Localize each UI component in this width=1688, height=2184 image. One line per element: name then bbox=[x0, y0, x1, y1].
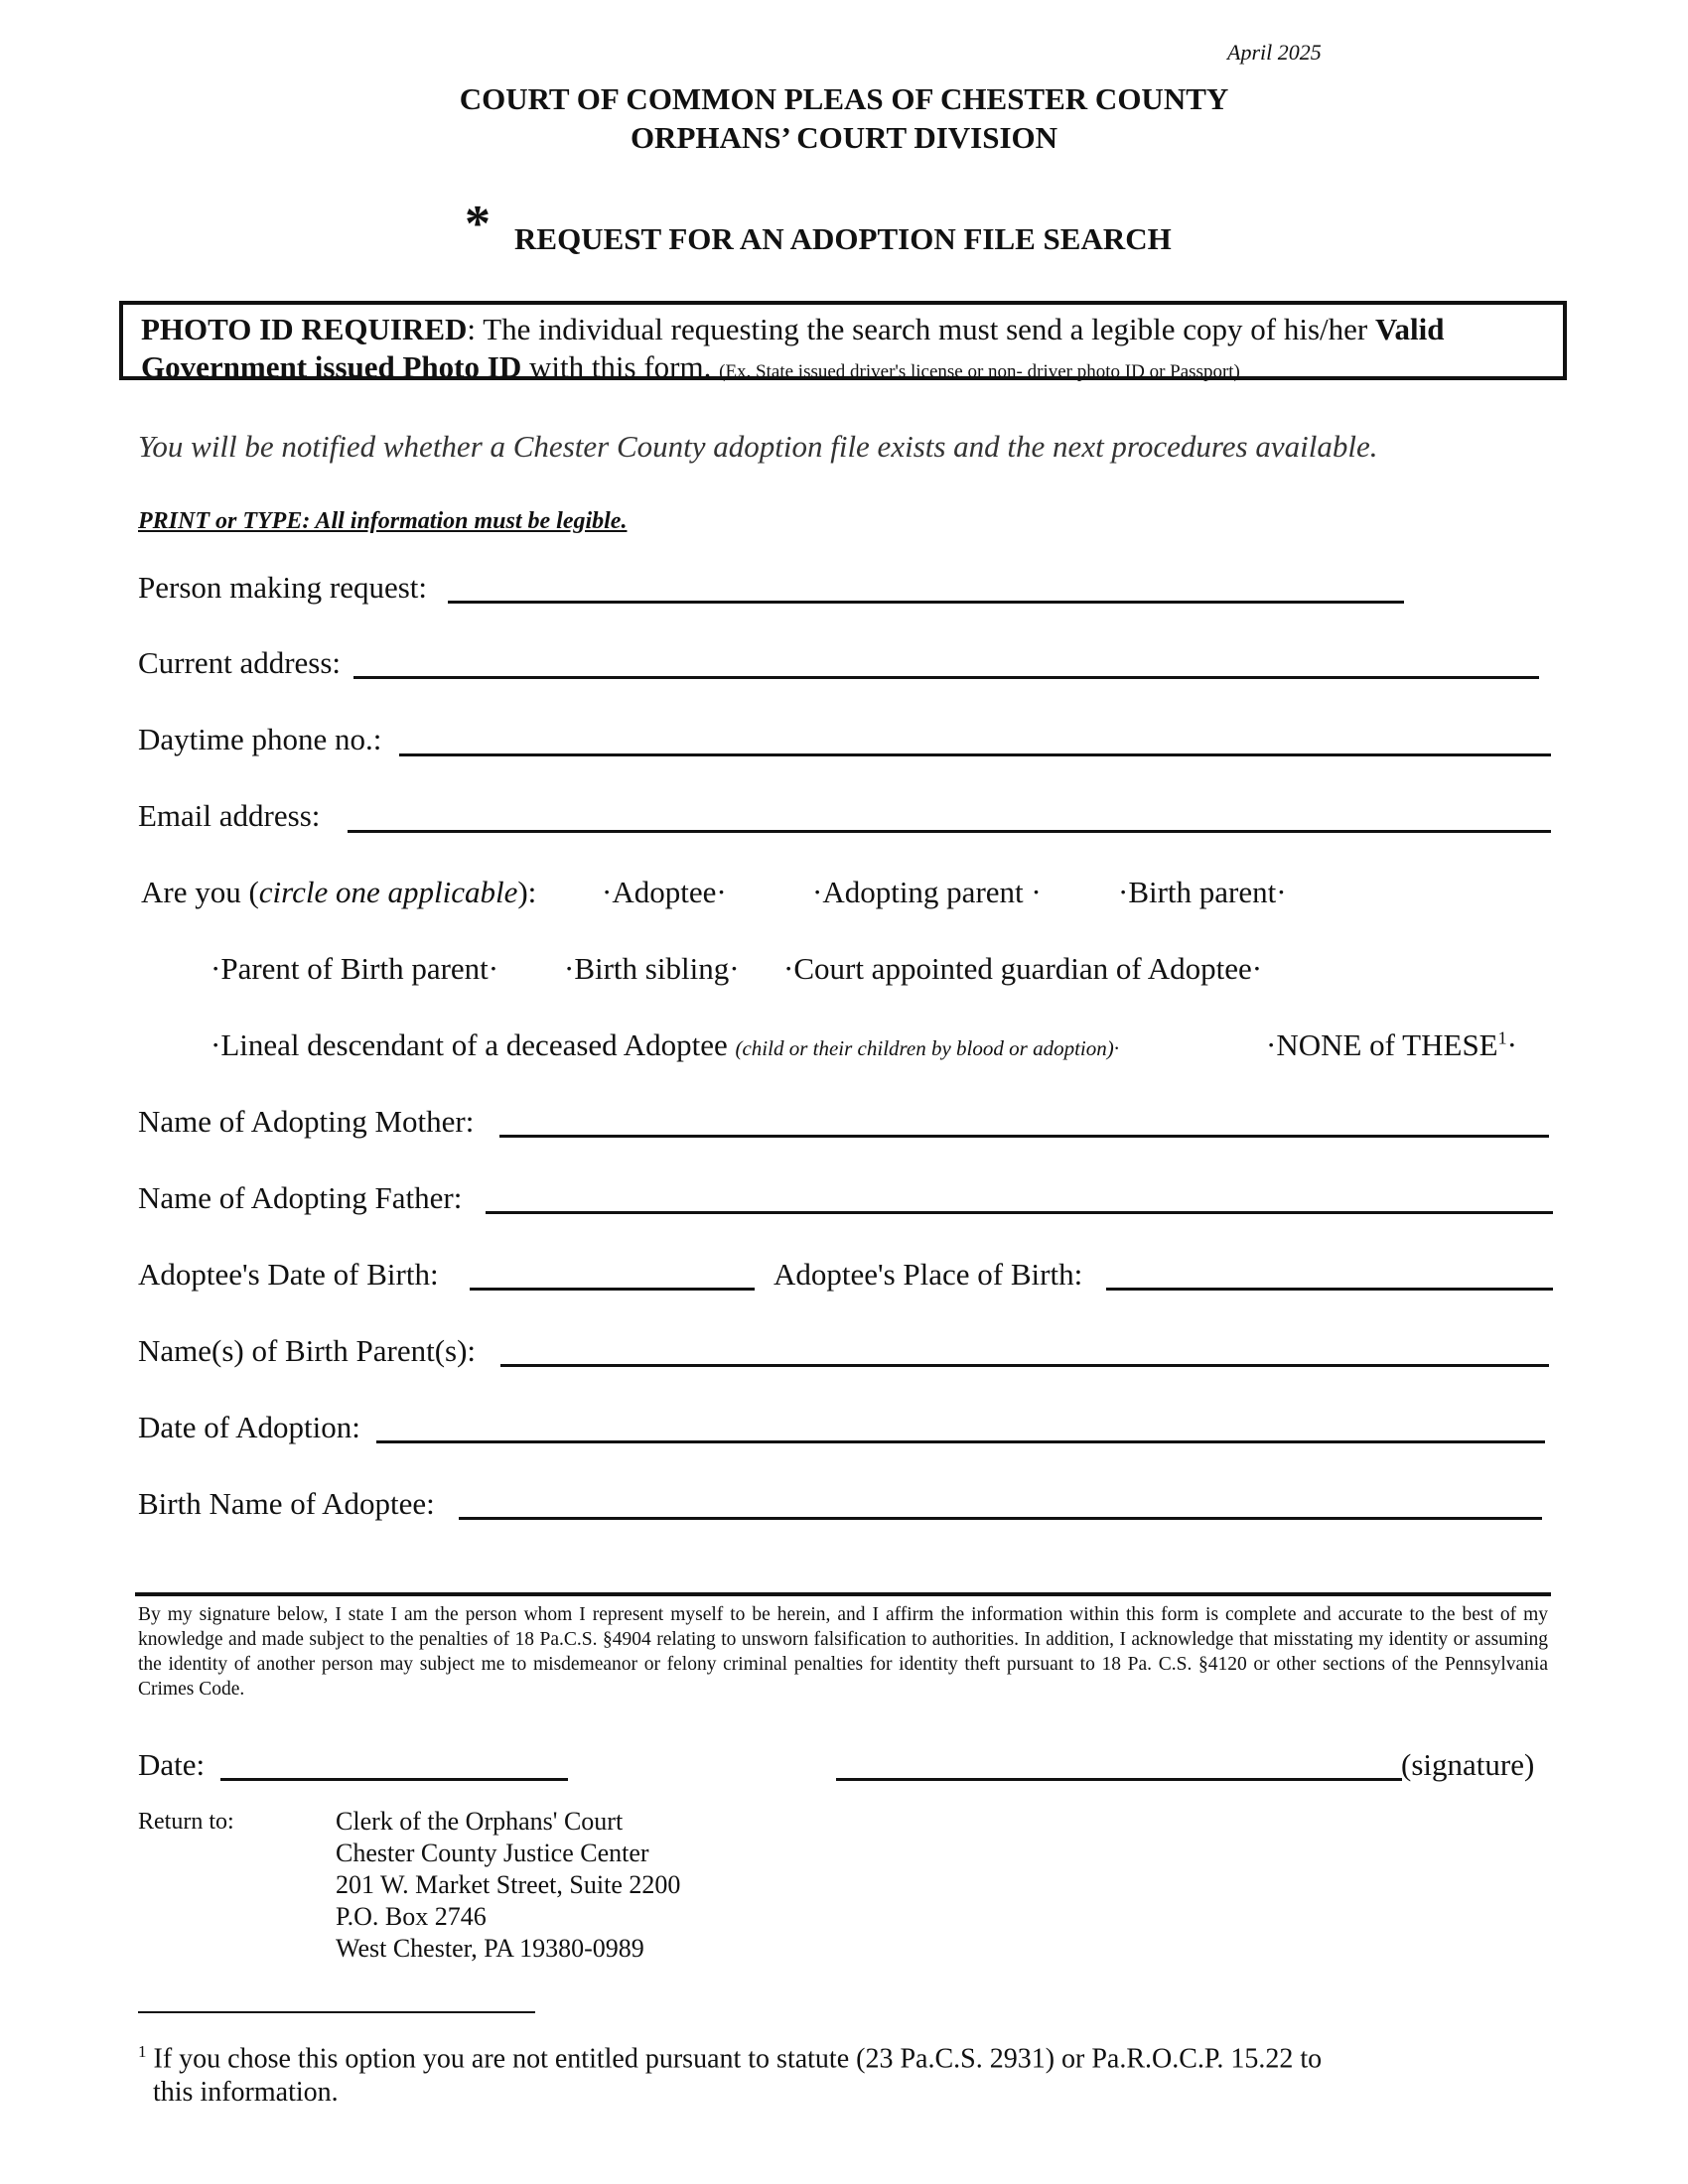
address-input-line[interactable] bbox=[353, 676, 1539, 679]
email-label: Email address: bbox=[138, 798, 321, 833]
option-adopting-parent[interactable]: ·Adopting parent · bbox=[812, 875, 1042, 909]
person-label: Person making request: bbox=[138, 570, 428, 605]
footnote-rule bbox=[138, 2011, 535, 2013]
option-lineal-descendant[interactable]: ·Lineal descendant of a deceased Adoptee (child or their children by blood or adoption)· bbox=[211, 1027, 1119, 1062]
date-signed-label: Date: bbox=[138, 1747, 206, 1782]
signature-label: (signature) bbox=[1401, 1747, 1535, 1782]
photo-id-gov: Government issued Photo ID bbox=[141, 349, 522, 384]
pob-label: Adoptee's Place of Birth: bbox=[774, 1257, 1083, 1292]
adopting-father-input-line[interactable] bbox=[486, 1211, 1553, 1214]
footnote bbox=[138, 2035, 1449, 2110]
adopting-mother-input-line[interactable] bbox=[499, 1135, 1549, 1138]
form-title: REQUEST FOR AN ADOPTION FILE SEARCH bbox=[514, 221, 1172, 256]
birth-parents-label: Name(s) of Birth Parent(s): bbox=[138, 1333, 477, 1368]
return-address-line: P.O. Box 2746 bbox=[336, 1902, 487, 1931]
photo-id-valid: Valid bbox=[1374, 312, 1445, 346]
return-address-line: Clerk of the Orphans' Court bbox=[336, 1807, 624, 1836]
photo-id-text-2: with this form. bbox=[521, 349, 720, 384]
option-court-guardian[interactable]: ·Court appointed guardian of Adoptee· bbox=[783, 951, 1263, 986]
return-address-line: West Chester, PA 19380-0989 bbox=[336, 1934, 644, 1963]
footnote-line-1: If you chose this option you are not entitled pursuant to statute (23 Pa.C.S. 2931) or Pa.R.O.C.P. 15.22 to bbox=[146, 2043, 1323, 2075]
return-to-label: Return to: bbox=[138, 1809, 234, 1835]
court-name: COURT OF COMMON PLEAS OF CHESTER COUNTY bbox=[459, 81, 1229, 116]
dob-label: Adoptee's Date of Birth: bbox=[138, 1257, 439, 1292]
notification-text: You will be notified whether a Chester County adoption file exists and the next procedures available. bbox=[138, 429, 1378, 464]
address-label: Current address: bbox=[138, 645, 342, 680]
section-divider bbox=[135, 1592, 1551, 1596]
affirmation-text: By my signature below, I state I am the person whom I represent myself to be herein, and I affirm the information within this form is complete and accurate to the best of my knowledge and made subject to the penalties of 18 Pa.C.S. §4904 relating to unsworn falsification to authorities. In addition, I acknowledge that misstating my identity or assuming the identity of another person may subject me to misdemeanor or felony criminal penalties for identity theft pursuant to 18 Pa. C.S. §4120 or other sections of the Pennsylvania Crimes Code. bbox=[138, 1604, 1548, 1700]
footnote-line-2: this information. bbox=[153, 2077, 339, 2109]
signature-input-line[interactable] bbox=[836, 1778, 1402, 1781]
birth-name-label: Birth Name of Adoptee: bbox=[138, 1486, 435, 1521]
option-parent-of-birth-parent[interactable]: ·Parent of Birth parent· bbox=[211, 951, 499, 986]
option-birth-parent[interactable]: ·Birth parent· bbox=[1118, 875, 1287, 909]
email-input-line[interactable] bbox=[348, 830, 1551, 833]
return-address-line: Chester County Justice Center bbox=[336, 1839, 649, 1867]
asterisk-mark: * bbox=[465, 196, 491, 252]
option-birth-sibling[interactable]: ·Birth sibling· bbox=[564, 951, 740, 986]
birth-parents-input-line[interactable] bbox=[500, 1364, 1549, 1367]
court-division: ORPHANS’ COURT DIVISION bbox=[630, 120, 1058, 155]
date-of-adoption-label: Date of Adoption: bbox=[138, 1410, 360, 1444]
pob-input-line[interactable] bbox=[1106, 1288, 1553, 1291]
relationship-prompt: Are you (circle one applicable): bbox=[141, 875, 537, 909]
person-input-line[interactable] bbox=[448, 601, 1404, 604]
date-signed-input-line[interactable] bbox=[220, 1778, 568, 1781]
return-address-line: 201 W. Market Street, Suite 2200 bbox=[336, 1870, 681, 1899]
phone-label: Daytime phone no.: bbox=[138, 722, 382, 756]
print-instruction: PRINT or TYPE: All information must be legible. bbox=[138, 508, 628, 534]
date-of-adoption-input-line[interactable] bbox=[376, 1440, 1545, 1443]
option-none-of-these[interactable]: ·NONE of $THESE^1\cdot$ bbox=[1266, 1027, 1517, 1062]
option-adoptee[interactable]: ·Adoptee· bbox=[602, 875, 727, 909]
form-date: April 2025 bbox=[1227, 40, 1322, 65]
birth-name-input-line[interactable] bbox=[459, 1517, 1542, 1520]
phone-input-line[interactable] bbox=[399, 753, 1551, 756]
photo-id-heading: PHOTO ID REQUIRED bbox=[141, 312, 468, 346]
adopting-mother-label: Name of Adopting Mother: bbox=[138, 1104, 475, 1139]
photo-id-notice bbox=[119, 301, 1567, 384]
photo-id-examples: (Ex. State issued driver's license or non- driver photo ID or Passport) bbox=[719, 361, 1240, 382]
dob-input-line[interactable] bbox=[470, 1288, 755, 1291]
footnote-mark: 1 bbox=[138, 2042, 147, 2061]
adopting-father-label: Name of Adopting Father: bbox=[138, 1180, 463, 1215]
photo-id-text: : The individual requesting the search must send a legible copy of his/her bbox=[467, 312, 1375, 346]
